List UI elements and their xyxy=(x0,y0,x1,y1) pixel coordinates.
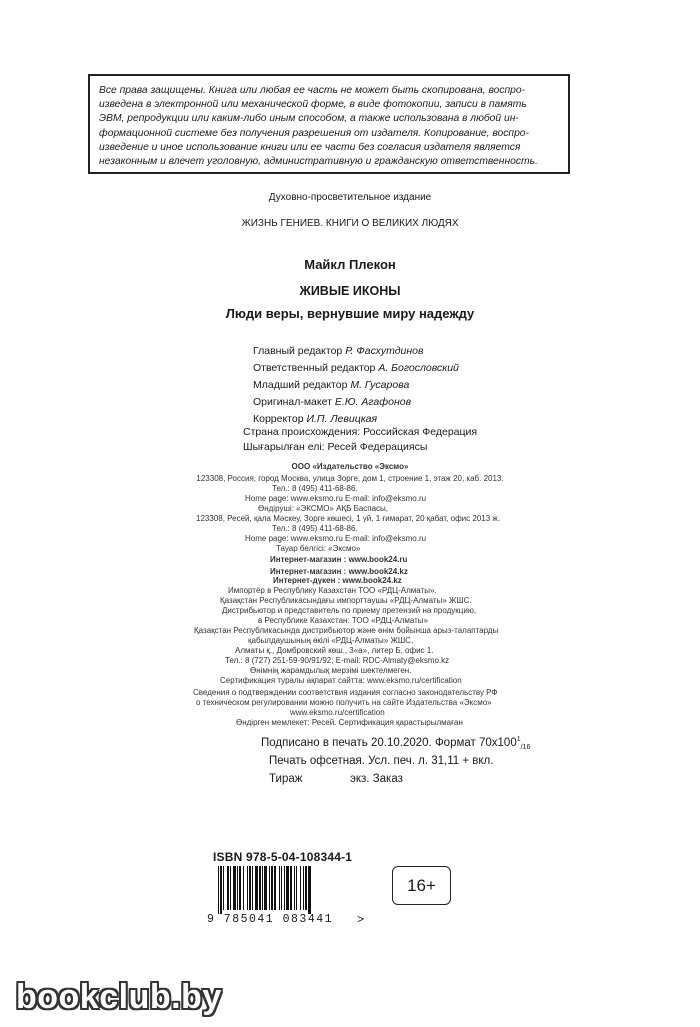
barcode-bar xyxy=(262,866,263,910)
print-signed-line xyxy=(261,736,530,751)
barcode-digits: 9 785041 083441 xyxy=(207,913,334,926)
barcode-bar xyxy=(218,866,219,914)
barcode-bar xyxy=(305,866,307,910)
credit-line xyxy=(253,396,411,408)
publisher-line: Өндірген мемлекет: Ресей. Сертификация қарастырылмаған xyxy=(236,718,463,727)
publisher-line: Интернет-магазин : www.book24.ru xyxy=(270,555,408,564)
watermark: bookclub.by xyxy=(16,978,222,1016)
print-method: Печать офсетная. Усл. печ. л. 31,11 + вкл. xyxy=(269,755,494,767)
format-sup: 1 xyxy=(516,736,521,743)
isbn: ISBN 978-5-04-108344-1 xyxy=(213,850,353,864)
credit-line xyxy=(253,362,459,374)
copyright-line: формационной системе без получения разрешения от издателя. Копирование, воспро- xyxy=(99,127,529,139)
publisher-line: 123308, Ресей, қала Мәскеу, Зорге көшесі, 1 үй, 1 ғимарат, 20 қабат, офис 2013 ж. xyxy=(196,514,500,523)
barcode-arrow: > xyxy=(357,912,365,926)
barcode-bar xyxy=(294,866,295,910)
credit-name: Е.Ю. Агафонов xyxy=(334,396,412,408)
barcode-bar xyxy=(220,866,222,914)
publisher-line: Сертификация туралы ақпарат сайтта: www.eksmo.ru/certification xyxy=(220,676,462,685)
credit-line xyxy=(253,345,423,357)
credit-name: А. Богословский xyxy=(378,362,459,374)
barcode-bar xyxy=(249,866,251,910)
copyright-line: Все права защищены. Книга или любая ее часть не может быть скопирована, воспро- xyxy=(99,85,526,96)
copyright-line: незаконным и влечет уголовную, административную и гражданскую ответственность. xyxy=(99,156,538,168)
origin-country-ru: Страна происхождения: Российская Федерация xyxy=(243,426,478,438)
barcode-bar xyxy=(271,866,273,910)
barcode-bar xyxy=(243,866,244,910)
series-title: ЖИЗНЬ ГЕНИЕВ. КНИГИ О ВЕЛИКИХ ЛЮДЯХ xyxy=(241,218,459,229)
order-label: экз. Заказ xyxy=(350,773,403,785)
barcode-bar xyxy=(239,866,241,910)
format-sub: /16 xyxy=(520,744,531,752)
barcode-bar xyxy=(227,866,229,910)
barcode-bar xyxy=(274,866,276,910)
publisher-line: Импортёр в Республику Казахстан ТОО «РДЦ-Алматы». xyxy=(228,586,437,595)
publisher-line: Дистрибьютор и представитель по приему претензий на продукцию, xyxy=(222,606,477,615)
publisher-line: в Республике Казахстан: ТОО «РДЦ-Алматы» xyxy=(258,616,428,625)
publisher-line: Интернет-магазин : www.book24.kz xyxy=(270,567,408,576)
barcode-bar xyxy=(233,866,236,910)
barcode-bar xyxy=(303,866,304,910)
credit-name: Р. Фасхутдинов xyxy=(345,345,424,357)
barcode xyxy=(210,866,370,916)
barcode-bar xyxy=(281,866,282,910)
barcode-bar xyxy=(230,866,231,910)
publisher-line: www.eksmo.ru/certification xyxy=(290,708,385,717)
barcode-bar xyxy=(247,866,248,910)
credit-line xyxy=(253,379,409,391)
credit-line xyxy=(253,413,377,425)
publisher-line: Тел.: 8 (495) 411-68-86. xyxy=(272,484,358,493)
credit-role: Корректор xyxy=(253,413,304,425)
barcode-bar xyxy=(259,866,261,910)
barcode-bar xyxy=(284,866,285,910)
copyright-notice xyxy=(88,74,570,174)
barcode-bar xyxy=(286,866,289,910)
credit-role: Главный редактор xyxy=(253,345,343,357)
publisher-line: Өнімнің жарамдылық мерзімі шектелмеген. xyxy=(250,666,412,675)
credit-role: Младший редактор xyxy=(253,379,348,391)
author-name: Майкл Плекон xyxy=(304,257,396,272)
publisher-line: Тауар белгісі: «Эксмо» xyxy=(276,544,361,553)
publisher-line: Алматы қ., Домбровский көш., 3«а», литер Б, офис 1. xyxy=(235,646,434,655)
barcode-bars xyxy=(218,866,311,914)
publisher-line: Интернет-дүкен : www.book24.kz xyxy=(273,576,402,585)
publisher-line: Сведения о подтверждении соответствия издания согласно законодательству РФ xyxy=(193,688,498,697)
credit-name: И.П. Левицкая xyxy=(306,413,378,425)
barcode-bar xyxy=(308,866,311,914)
publisher-line: о техническом регулировании можно получить на сайте Издательства «Эксмо» xyxy=(196,698,492,707)
origin-country-kz: Шығарылған елі: Ресей Федерациясы xyxy=(243,441,428,453)
publisher-line: қабылдаушының өкілі «РДЦ-Алматы» ЖШС, xyxy=(248,636,414,645)
publisher-line: Home page: www.eksmo.ru E-mail: info@eksmo.ru xyxy=(245,494,427,503)
barcode-bar xyxy=(300,866,301,910)
publisher-line: Home page: www.eksmo.ru E-mail: info@eksmo.ru xyxy=(245,534,427,543)
publisher-line: Тел.: 8 (727) 251-59-90/91/92; E-mail: RDC-Almaty@eksmo.kz xyxy=(225,656,450,665)
print-run-label: Тираж xyxy=(269,773,303,785)
edition-type: Духовно-просветительное издание xyxy=(268,192,432,203)
copyright-line: изведена в электронной или механической форме, в виде фотокопии, записи в память xyxy=(99,99,527,111)
barcode-bar xyxy=(269,866,270,910)
credit-role: Ответственный редактор xyxy=(253,362,376,374)
publisher-line: Тел.: 8 (495) 411-68-86. xyxy=(272,524,358,533)
barcode-bar xyxy=(252,866,253,910)
barcode-bar xyxy=(296,866,297,910)
copyright-line: изведение и иное использование книги или ее части без согласия издателя является xyxy=(99,141,521,153)
publisher-line: Қазақстан Республикасындағы импорттаушы «РДЦ-Алматы» ЖШС. xyxy=(220,596,472,605)
book-title: ЖИВЫЕ ИКОНЫ xyxy=(299,284,401,298)
age-rating-badge: 16+ xyxy=(392,866,451,905)
publisher-name: ООО «Издательство «Эксмо» xyxy=(291,462,409,471)
publisher-line: Өндіруші: «ЭКСМО» АҚБ Баспасы, xyxy=(258,504,389,513)
barcode-bar xyxy=(237,866,238,910)
credit-name: М. Гусарова xyxy=(350,379,410,391)
publisher-line: 123308, Россия, город Москва, улица Зорге, дом 1, строение 1, этаж 20, каб. 2013. xyxy=(196,474,504,483)
print-signed-text: Подписано в печать 20.10.2020. Формат 70x100 xyxy=(261,736,517,749)
barcode-bar xyxy=(279,866,280,910)
publisher-line: Қазақстан Республикасында дистрибьютор және өнім бойынша арыз-талаптарды xyxy=(194,626,499,635)
book-subtitle: Люди веры, вернувшие миру надежду xyxy=(225,306,475,321)
barcode-bar xyxy=(223,866,224,910)
barcode-bar xyxy=(264,866,267,910)
credit-role: Оригинал-макет xyxy=(253,396,332,408)
copyright-line: ЭВМ, репродукции или каким-либо иным способом, а также использована в любой ин- xyxy=(99,113,519,125)
barcode-bar xyxy=(290,866,292,910)
barcode-bar xyxy=(255,866,258,910)
